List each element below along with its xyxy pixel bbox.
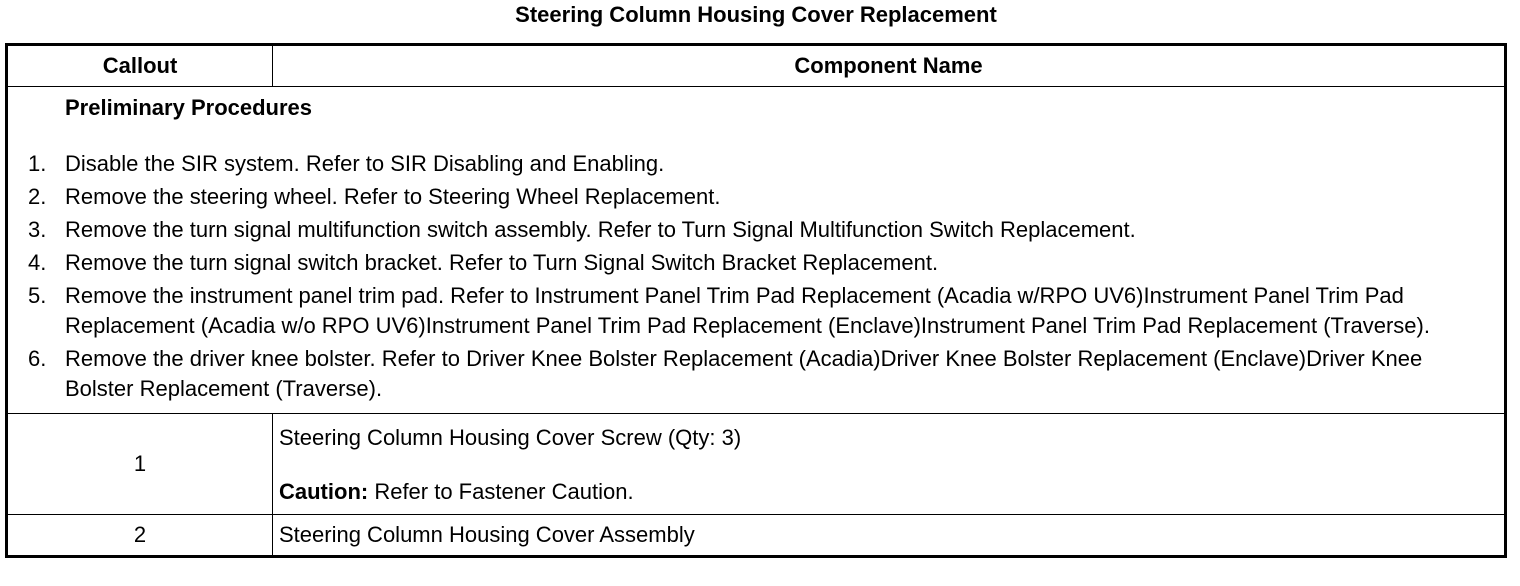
step-text: Remove the turn signal multifunction switch assembly. Refer to Turn Signal Multifunction Switch Replacement. xyxy=(65,217,1136,242)
callout-number: 1 xyxy=(7,414,273,515)
step-number: 2. xyxy=(28,184,47,209)
step-number: 4. xyxy=(28,250,47,275)
table-row xyxy=(7,414,1506,515)
callout-number: 2 xyxy=(7,515,273,557)
list-item xyxy=(28,149,1484,179)
step-text: Remove the instrument panel trim pad. Refer to Instrument Panel Trim Pad Replacement (Acadia w/RPO UV6)Instrument Panel Trim Pad Replacement (Acadia w/o RPO UV6)Instrument Panel Trim Pad Replacement (Enclave)Instrument Panel Trim Pad Replacement (Traverse). xyxy=(65,283,1430,338)
component-name-cell xyxy=(273,414,1506,515)
step-number: 6. xyxy=(28,346,47,371)
preliminary-procedures xyxy=(7,87,1506,414)
list-item xyxy=(28,344,1484,404)
step-number: 5. xyxy=(28,283,47,308)
step-list xyxy=(28,149,1484,404)
step-text: Remove the steering wheel. Refer to Steering Wheel Replacement. xyxy=(65,184,721,209)
component-name: Steering Column Housing Cover Assembly xyxy=(279,522,695,547)
step-text: Disable the SIR system. Refer to SIR Disabling and Enabling. xyxy=(65,151,665,176)
step-text: Remove the turn signal switch bracket. Refer to Turn Signal Switch Bracket Replacement. xyxy=(65,250,939,275)
page-title: Steering Column Housing Cover Replacement xyxy=(515,2,997,27)
table-header-row xyxy=(7,45,1506,87)
list-item xyxy=(28,182,1484,212)
caution-label: Caution: xyxy=(279,479,369,504)
table-row xyxy=(7,515,1506,557)
components-table xyxy=(5,43,1507,558)
list-item xyxy=(28,248,1484,278)
header-callout: Callout xyxy=(7,45,273,87)
component-name-cell xyxy=(273,515,1506,557)
caution-text: Refer to Fastener Caution. xyxy=(368,479,634,504)
component-name: Steering Column Housing Cover Screw (Qty: 3) xyxy=(279,425,742,450)
list-item xyxy=(28,215,1484,245)
preliminary-row xyxy=(7,87,1506,414)
step-number: 3. xyxy=(28,217,47,242)
preliminary-heading: Preliminary Procedures xyxy=(65,95,313,120)
step-text: Remove the driver knee bolster. Refer to Driver Knee Bolster Replacement (Acadia)Driver Knee Bolster Replacement (Enclave)Driver Knee Bolster Replacement (Traverse). xyxy=(65,346,1423,401)
caution-note xyxy=(279,478,1498,506)
header-component-name: Component Name xyxy=(273,45,1506,87)
list-item xyxy=(28,281,1484,341)
step-number: 1. xyxy=(28,151,47,176)
